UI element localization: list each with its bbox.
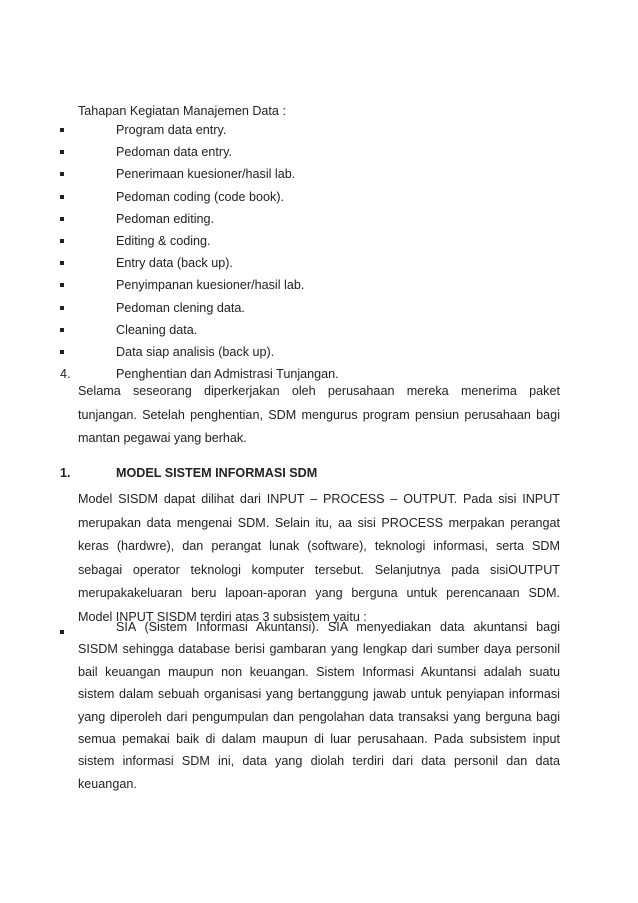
square-bullet-icon [60, 350, 64, 354]
intro-heading: Tahapan Kegiatan Manajemen Data : [78, 104, 286, 118]
square-bullet-icon [60, 195, 64, 199]
item-number: 4. [60, 367, 71, 382]
square-bullet-icon [60, 150, 64, 154]
numbered-item-text: Penghentian dan Admistrasi Tunjangan. [116, 367, 339, 382]
list-item: Penerimaan kuesioner/hasil lab. [0, 163, 638, 185]
model-paragraph: Model SISDM dapat dilihat dari INPUT – PROCESS – OUTPUT. Pada sisi INPUT merupakan data mengenai SDM. Selain itu, aa sisi PROCESS merpakan perangat keras (hardwre), dan perangat lunak (software), teknologi informasi, serta SDM sebagai operator teknologi komputer tersebut. Selanjutnya pada sisiOUTPUT merupakakeluaran beru lapoan-aporan yang berguna untuk perencanaan SDM. Model INPUT SISDM terdiri atas 3 subsistem yaitu : [78, 492, 560, 624]
square-bullet-icon [60, 306, 64, 310]
section-number: 1. [60, 466, 71, 480]
square-bullet-icon [60, 283, 64, 287]
list-item: Entry data (back up). [0, 252, 638, 274]
square-bullet-icon [60, 172, 64, 176]
list-item: Editing & coding. [0, 230, 638, 252]
list-item: Pedoman editing. [0, 208, 638, 230]
list-item: Cleaning data. [0, 319, 638, 341]
list-item: Pedoman coding (code book). [0, 186, 638, 208]
bullet-list [0, 119, 638, 385]
sia-paragraph: SIA (Sistem Informasi Akuntansi). SIA menyediakan data akuntansi bagi SISDM sehingga database berisi gambaran yang lengkap dari sumber daya personil bail keuangan maupun non keuangan. Sistem Informasi Akuntansi adalah suatu sistem dalam sebuah organisasi yang bertanggung jawab untuk penyiapan informasi yang diperoleh dari pengumpulan dan pengolahan data transaksi yang berguna bagi semua pemakai baik di dalam maupun di luar perusahaan. Pada subsistem input sistem informasi SDM ini, data yang diolah terdiri dari data personil dan data keuangan. [78, 620, 560, 791]
square-bullet-icon [60, 261, 64, 265]
benefits-paragraph: Selama seseorang diperkerjakan oleh perusahaan mereka menerima paket tunjangan. Setelah penghentian, SDM mengurus program pensiun perusahaan bagi mantan pegawai yang berhak. [78, 384, 560, 446]
section-title: MODEL SISTEM INFORMASI SDM [116, 466, 318, 480]
list-item: Pedoman data entry. [0, 141, 638, 163]
square-bullet-icon [60, 217, 64, 221]
list-item: Program data entry. [0, 119, 638, 141]
square-bullet-icon [60, 128, 64, 132]
square-bullet-icon [60, 328, 64, 332]
list-item: Pedoman clening data. [0, 297, 638, 319]
square-bullet-icon [60, 239, 64, 243]
list-item: Penyimpanan kuesioner/hasil lab. [0, 274, 638, 296]
square-bullet-icon [60, 630, 64, 634]
list-item: Data siap analisis (back up). [0, 341, 638, 363]
